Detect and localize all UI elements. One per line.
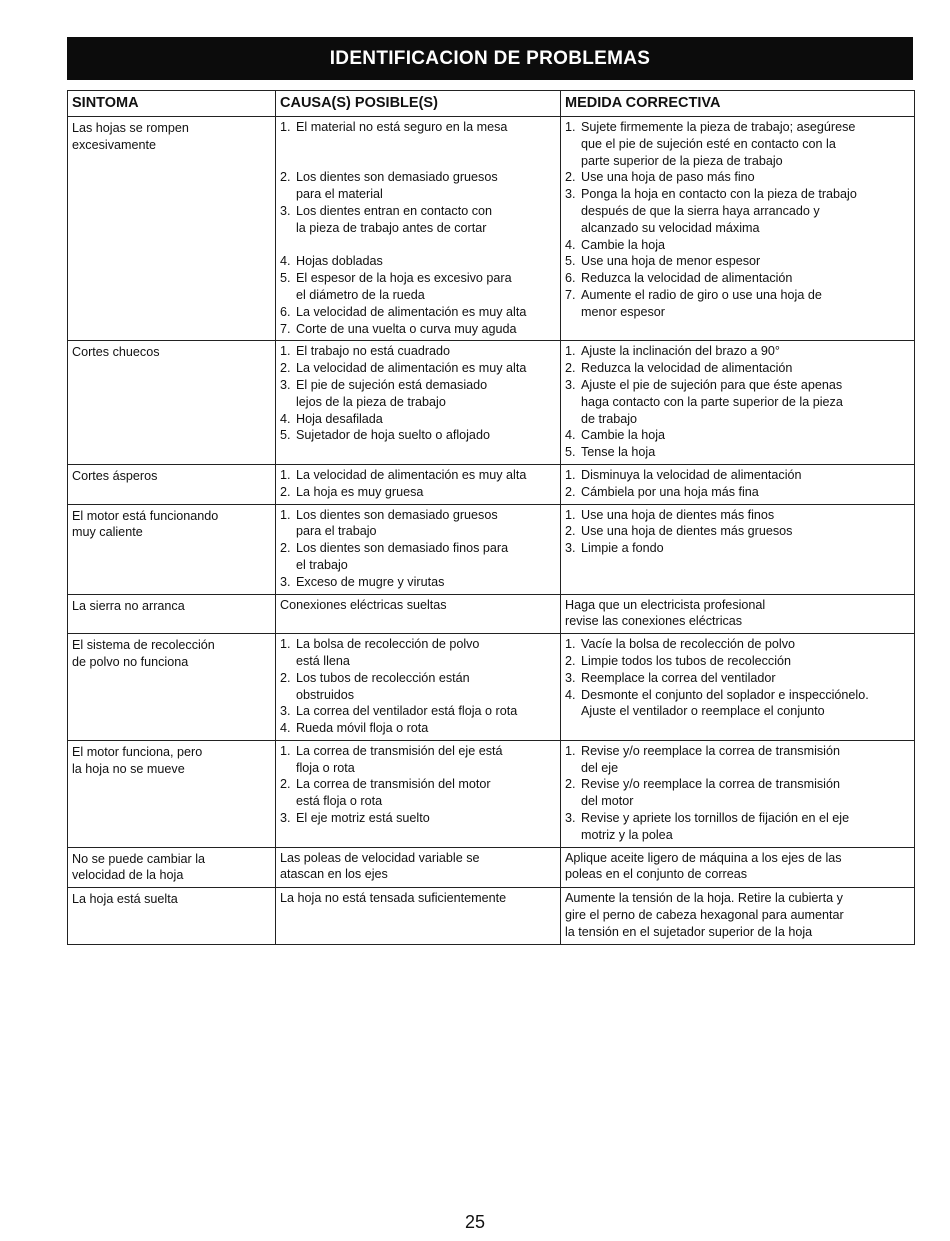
cause-item-number: 2. <box>280 541 291 556</box>
symptom-text: La hoja está suelta <box>72 892 178 907</box>
remedy-item-text: Aumente el radio de giro o use una hoja de menor espesor <box>581 287 822 319</box>
cause-cell <box>276 888 561 944</box>
table-row <box>68 634 915 741</box>
remedy-item-text: Reduzca la velocidad de alimentación <box>581 271 793 286</box>
cause-item-number: 6. <box>280 304 291 319</box>
cause-cell <box>276 117 561 341</box>
remedy-cell <box>561 634 915 741</box>
cause-item <box>280 467 556 484</box>
remedy-item <box>565 540 910 557</box>
remedy-item <box>565 687 910 721</box>
remedy-item-number: 4. <box>565 237 576 252</box>
remedy-item <box>565 186 910 236</box>
cause-item <box>280 720 556 737</box>
cause-item-text: Los dientes entran en contacto con la pieza de trabajo antes de cortar <box>296 203 493 235</box>
remedy-cell <box>561 594 915 634</box>
cause-item-number: 5. <box>280 428 291 443</box>
symptom-text: Las hojas se rompen excesivamente <box>72 121 189 152</box>
troubleshooting-table <box>67 90 915 945</box>
cause-item-number: 4. <box>280 411 291 426</box>
remedy-item-text: Reduzca la velocidad de alimentación <box>581 361 793 376</box>
remedy-item-number: 1. <box>565 743 576 758</box>
cause-item-text: Exceso de mugre y virutas <box>296 574 445 589</box>
cause-item-text: Corte de una vuelta o curva muy aguda <box>296 321 517 336</box>
cause-item-text: El material no está seguro en la mesa <box>296 120 508 134</box>
cause-item-number: 2. <box>280 361 291 376</box>
cause-item-number: 4. <box>280 254 291 269</box>
remedy-item-number: 3. <box>565 187 576 202</box>
cause-item-number: 3. <box>280 704 291 719</box>
cause-cell <box>276 847 561 888</box>
remedy-item-number: 1. <box>565 637 576 652</box>
remedy-item-number: 5. <box>565 445 576 460</box>
remedy-item <box>565 119 910 169</box>
remedy-cell <box>561 117 915 341</box>
remedy-item <box>565 653 910 670</box>
remedy-item <box>565 427 910 444</box>
cause-item <box>280 377 556 411</box>
remedy-item-number: 5. <box>565 254 576 269</box>
cause-item-text: Sujetador de hoja suelto o aflojado <box>296 428 490 443</box>
symptom-cell <box>68 594 276 634</box>
cause-item-text: El pie de sujeción está demasiado lejos de la pieza de trabajo <box>296 377 488 409</box>
remedy-item-text: Reemplace la correa del ventilador <box>581 670 776 685</box>
cause-cell <box>276 341 561 465</box>
cause-item <box>280 304 556 321</box>
cause-item-text: La correa del ventilador está floja o rota <box>296 704 518 719</box>
remedy-item-number: 2. <box>565 170 576 185</box>
remedy-item-text: Cámbiela por una hoja más fina <box>581 484 759 499</box>
remedy-item <box>565 523 910 540</box>
cause-item <box>280 703 556 720</box>
remedy-item-text: Tense la hoja <box>581 445 656 460</box>
cause-item-text: La velocidad de alimentación es muy alta <box>296 304 527 319</box>
cause-item-number: 3. <box>280 811 291 826</box>
cause-text: Conexiones eléctricas sueltas <box>280 597 447 612</box>
cause-item-text: Hojas dobladas <box>296 254 383 269</box>
remedy-item <box>565 467 910 484</box>
remedy-item-text: Revise y/o reemplace la correa de transmisión del motor <box>581 777 840 809</box>
cause-item-text: Los tubos de recolección están obstruidos <box>296 670 470 702</box>
symptom-text: El sistema de recolección de polvo no funciona <box>72 638 215 669</box>
cause-item-number: 2. <box>280 170 291 185</box>
cause-item-number: 1. <box>280 344 291 359</box>
cause-item-number: 3. <box>280 574 291 589</box>
cause-item-text: La hoja es muy gruesa <box>296 484 424 499</box>
remedy-item <box>565 360 910 377</box>
cause-item <box>280 343 556 360</box>
remedy-item-number: 3. <box>565 670 576 685</box>
remedy-item <box>565 444 910 461</box>
cause-item <box>280 427 556 444</box>
header-symptom: SINTOMA <box>68 91 276 117</box>
remedy-cell <box>561 847 915 888</box>
remedy-text: Aplique aceite ligero de máquina a los ejes de las poleas en el conjunto de correas <box>565 850 842 882</box>
cause-item-text: El espesor de la hoja es excesivo para el diámetro de la rueda <box>296 271 512 302</box>
header-cause: CAUSA(S) POSIBLE(S) <box>276 91 561 117</box>
symptom-cell <box>68 888 276 944</box>
remedy-item <box>565 743 910 777</box>
cause-item-text: Rueda móvil floja o rota <box>296 721 429 736</box>
table-row <box>68 464 915 504</box>
table-row <box>68 594 915 634</box>
remedy-item-text: Cambie la hoja <box>581 237 666 252</box>
remedy-item <box>565 776 910 810</box>
remedy-item-number: 4. <box>565 687 576 702</box>
remedy-item <box>565 507 910 524</box>
remedy-item-number: 2. <box>565 361 576 376</box>
page-number: 25 <box>464 1212 486 1232</box>
cause-text: Las poleas de velocidad variable se atascan en los ejes <box>280 850 480 882</box>
cause-cell <box>276 634 561 741</box>
remedy-item-number: 1. <box>565 467 576 482</box>
remedy-item-text: Cambie la hoja <box>581 428 666 443</box>
symptom-text: El motor funciona, pero la hoja no se mueve <box>72 744 203 776</box>
cause-item-text: La bolsa de recolección de polvo está llena <box>296 637 480 668</box>
remedy-item-text: Disminuya la velocidad de alimentación <box>581 467 802 482</box>
remedy-item-text: Ajuste el pie de sujeción para que éste apenas haga contacto con la parte superior de la pieza de trabajo <box>581 377 843 426</box>
remedy-item <box>565 377 910 427</box>
remedy-cell <box>561 888 915 944</box>
cause-item-number: 1. <box>280 637 291 652</box>
cause-item <box>280 169 556 203</box>
remedy-item-number: 1. <box>565 507 576 522</box>
remedy-item-number: 6. <box>565 271 576 286</box>
cause-item <box>280 411 556 428</box>
remedy-item-text: Sujete firmemente la pieza de trabajo; asegúrese que el pie de sujeción esté en contacto con la parte superior de la pieza de trabajo <box>581 120 856 168</box>
cause-item <box>280 119 556 169</box>
remedy-item-text: Revise y apriete los tornillos de fijación en el eje motriz y la polea <box>581 811 850 842</box>
page-title: IDENTIFICACION DE PROBLEMAS <box>67 37 913 80</box>
cause-item-text: Los dientes son demasiado gruesos para el material <box>296 170 498 202</box>
remedy-item <box>565 237 910 254</box>
cause-item-number: 3. <box>280 203 291 218</box>
table-row <box>68 341 915 465</box>
cause-item <box>280 270 556 304</box>
remedy-item-text: Desmonte el conjunto del soplador e inspecciónelo. Ajuste el ventilador o reemplace el conjunto <box>581 687 869 719</box>
remedy-item-text: Ajuste la inclinación del brazo a 90° <box>581 344 780 359</box>
cause-item-number: 2. <box>280 777 291 792</box>
cause-item-number: 3. <box>280 377 291 392</box>
header-remedy: MEDIDA CORRECTIVA <box>561 91 915 117</box>
cause-item <box>280 574 556 591</box>
remedy-item-text: Use una hoja de menor espesor <box>581 254 761 269</box>
cause-item <box>280 253 556 270</box>
cause-item-number: 2. <box>280 670 291 685</box>
cause-item <box>280 670 556 704</box>
cause-item-number: 2. <box>280 484 291 499</box>
symptom-cell <box>68 847 276 888</box>
table-row <box>68 740 915 847</box>
cause-cell <box>276 504 561 594</box>
cause-item-text: Hoja desafilada <box>296 411 383 426</box>
cause-cell <box>276 594 561 634</box>
table-row <box>68 847 915 888</box>
cause-item-text: El trabajo no está cuadrado <box>296 344 451 359</box>
remedy-item-text: Ponga la hoja en contacto con la pieza de trabajo después de que la sierra haya arrancado y alcanzado su velocidad máxima <box>581 187 857 235</box>
symptom-cell <box>68 504 276 594</box>
remedy-item-text: Vacíe la bolsa de recolección de polvo <box>581 637 795 652</box>
table-row <box>68 117 915 341</box>
remedy-item <box>565 484 910 501</box>
remedy-cell <box>561 740 915 847</box>
cause-item-text: La velocidad de alimentación es muy alta <box>296 361 527 376</box>
cause-item-number: 5. <box>280 271 291 286</box>
cause-item <box>280 203 556 253</box>
cause-item-text: La correa de transmisión del eje está floja o rota <box>296 743 503 775</box>
remedy-item <box>565 670 910 687</box>
remedy-item <box>565 253 910 270</box>
cause-item-number: 1. <box>280 120 291 134</box>
symptom-text: No se puede cambiar la velocidad de la hoja <box>72 851 206 883</box>
cause-item <box>280 776 556 810</box>
remedy-item-number: 1. <box>565 120 576 134</box>
remedy-item-number: 2. <box>565 777 576 792</box>
cause-item-text: Los dientes son demasiado finos para el trabajo <box>296 541 509 572</box>
remedy-cell <box>561 504 915 594</box>
remedy-item <box>565 636 910 653</box>
symptom-text: Cortes chuecos <box>72 345 160 360</box>
cause-item-number: 1. <box>280 467 291 482</box>
remedy-item-number: 2. <box>565 524 576 539</box>
remedy-item <box>565 810 910 844</box>
symptom-cell <box>68 634 276 741</box>
remedy-item-number: 2. <box>565 653 576 668</box>
cause-item-number: 1. <box>280 743 291 758</box>
remedy-text: Aumente la tensión de la hoja. Retire la cubierta y gire el perno de cabeza hexagonal para aumentar la tensión en el sujetador superior de la hoja <box>565 891 844 939</box>
cause-item-number: 1. <box>280 507 291 522</box>
cause-item <box>280 636 556 670</box>
cause-cell <box>276 464 561 504</box>
cause-item <box>280 507 556 541</box>
remedy-item-text: Use una hoja de dientes más gruesos <box>581 524 793 539</box>
remedy-item <box>565 169 910 186</box>
cause-item-number: 7. <box>280 321 291 336</box>
cause-item-text: La correa de transmisión del motor está floja o rota <box>296 777 491 809</box>
remedy-item-text: Limpie a fondo <box>581 541 664 556</box>
remedy-cell <box>561 341 915 465</box>
cause-item <box>280 321 556 338</box>
cause-cell <box>276 740 561 847</box>
table-header-row <box>68 91 915 117</box>
remedy-item-text: Use una hoja de dientes más finos <box>581 507 775 522</box>
remedy-item <box>565 270 910 287</box>
remedy-item-number: 3. <box>565 541 576 556</box>
remedy-text: Haga que un electricista profesional revise las conexiones eléctricas <box>565 597 766 629</box>
table-row <box>68 888 915 944</box>
remedy-item-text: Revise y/o reemplace la correa de transmisión del eje <box>581 743 840 775</box>
remedy-cell <box>561 464 915 504</box>
remedy-item <box>565 343 910 360</box>
cause-item-text: El eje motriz está suelto <box>296 811 430 826</box>
symptom-cell <box>68 341 276 465</box>
remedy-item-number: 1. <box>565 344 576 359</box>
remedy-item <box>565 287 910 321</box>
remedy-item-number: 7. <box>565 287 576 302</box>
cause-item <box>280 484 556 501</box>
symptom-text: La sierra no arranca <box>72 598 185 613</box>
cause-item <box>280 810 556 827</box>
cause-item <box>280 360 556 377</box>
cause-text: La hoja no está tensada suficientemente <box>280 891 507 906</box>
remedy-item-number: 3. <box>565 377 576 392</box>
symptom-cell <box>68 464 276 504</box>
remedy-item-number: 2. <box>565 484 576 499</box>
remedy-item-number: 3. <box>565 811 576 826</box>
cause-item <box>280 743 556 777</box>
cause-item-text: La velocidad de alimentación es muy alta <box>296 467 527 482</box>
remedy-item-text: Limpie todos los tubos de recolección <box>581 653 792 668</box>
symptom-text: El motor está funcionando muy caliente <box>72 508 219 540</box>
cause-item-text: Los dientes son demasiado gruesos para el trabajo <box>296 507 498 539</box>
symptom-cell <box>68 740 276 847</box>
table-row <box>68 504 915 594</box>
symptom-text: Cortes ásperos <box>72 468 158 483</box>
symptom-cell <box>68 117 276 341</box>
remedy-item-number: 4. <box>565 428 576 443</box>
cause-item-number: 4. <box>280 721 291 736</box>
cause-item <box>280 540 556 574</box>
remedy-item-text: Use una hoja de paso más fino <box>581 170 755 185</box>
